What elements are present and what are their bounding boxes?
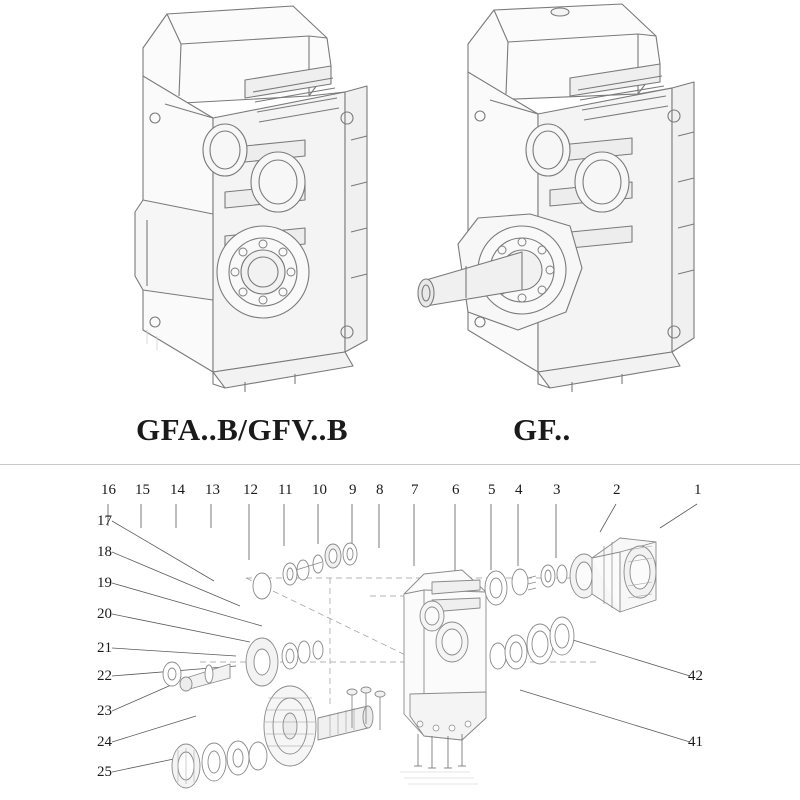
exploded-gear-unit-diagram xyxy=(0,466,800,800)
part-label-5: 5 xyxy=(488,482,496,498)
caption-left: GFA..B/GFV..B xyxy=(136,412,349,447)
part-label-18: 18 xyxy=(97,544,112,560)
part-label-6: 6 xyxy=(452,482,460,498)
part-label-2: 2 xyxy=(613,482,621,498)
part-label-25: 25 xyxy=(97,764,112,780)
part-label-22: 22 xyxy=(97,668,112,684)
part-label-20: 20 xyxy=(97,606,112,622)
gear-unit-housing-right-with-shaft xyxy=(410,0,710,400)
part-label-15: 15 xyxy=(135,482,150,498)
part-label-24: 24 xyxy=(97,734,112,750)
part-label-1: 1 xyxy=(694,482,702,498)
part-label-16: 16 xyxy=(101,482,116,498)
part-label-14: 14 xyxy=(170,482,185,498)
part-label-8: 8 xyxy=(376,482,384,498)
part-label-3: 3 xyxy=(553,482,561,498)
gear-unit-housing-left xyxy=(95,0,385,400)
section-divider xyxy=(0,464,800,465)
part-label-42: 42 xyxy=(688,668,703,684)
part-label-7: 7 xyxy=(411,482,419,498)
part-label-4: 4 xyxy=(515,482,523,498)
part-label-21: 21 xyxy=(97,640,112,656)
part-label-13: 13 xyxy=(205,482,220,498)
part-label-12: 12 xyxy=(243,482,258,498)
part-label-23: 23 xyxy=(97,703,112,719)
part-label-9: 9 xyxy=(349,482,357,498)
part-label-41: 41 xyxy=(688,734,703,750)
part-label-19: 19 xyxy=(97,575,112,591)
part-label-17: 17 xyxy=(97,513,112,529)
caption-right: GF.. xyxy=(513,412,571,447)
part-label-11: 11 xyxy=(278,482,293,498)
part-label-10: 10 xyxy=(312,482,327,498)
